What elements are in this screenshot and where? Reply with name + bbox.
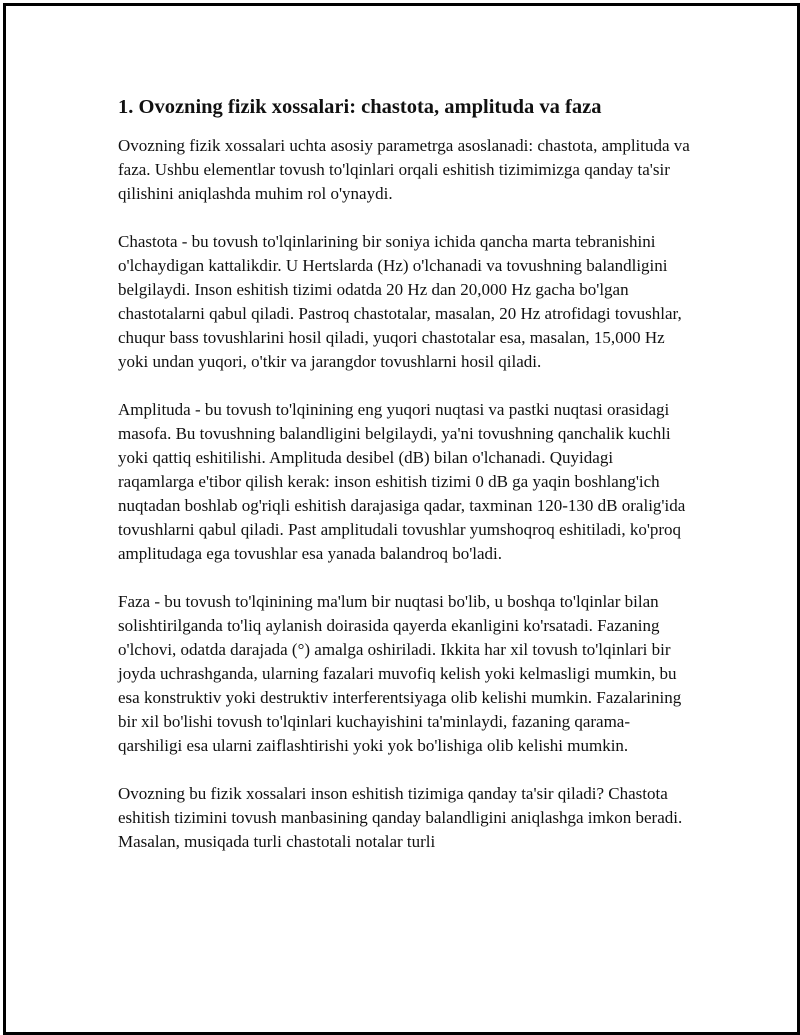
paragraph-intro: Ovozning fizik xossalari uchta asosiy parametrga asoslanadi: chastota, amplituda va faza. Ushbu elementlar tovush to'lqinlari orqali eshitish tizimimizga qanday ta'sir qilishini aniqlashda muhim rol o'ynaydi.: [118, 136, 690, 203]
paragraph-phase: Faza - bu tovush to'lqinining ma'lum bir nuqtasi bo'lib, u boshqa to'lqinlar bilan solishtirilganda to'liq aylanish doirasida qayerda ekanligini ko'rsatadi. Fazaning o'lchovi, odatda darajada (°) amalga oshiriladi. Ikkita har xil tovush to'lqinlari bir joyda uchrashganda, ularning fazalari muvofiq kelish yoki kelmasligi mumkin, bu esa konstruktiv yoki destruktiv interferentsiyaga olib kelishi mumkin. Fazalarining bir xil bo'lishi tovush to'lqinlari kuchayishini ta'minlaydi, fazaning qarama-qarshiligi esa ularni zaiflashtirishi yoki yok bo'lishiga olib kelishi mumkin.: [118, 592, 682, 755]
document-page: [118, 92, 693, 878]
paragraph-frequency: Chastota - bu tovush to'lqinlarining bir soniya ichida qancha marta tebranishini o'lchaydigan kattalikdir. U Hertslarda (Hz) o'lchanadi va tovushning balandligini belgilaydi. Inson eshitish tizimi odatda 20 Hz dan 20,000 Hz gacha bo'lgan chastotalarni qabul qiladi. Pastroq chastotalar, masalan, 20 Hz atrofidagi tovushlar, chuqur bass tovushlarini hosil qiladi, yuqori chastotalar esa, masalan, 15,000 Hz yoki undan yuqori, o'tkir va jarangdor tovushlarni hosil qiladi.: [118, 232, 682, 371]
section-heading: 1. Ovozning fizik xossalari: chastota, amplituda va faza: [118, 96, 602, 118]
paragraph-amplitude: Amplituda - bu tovush to'lqinining eng yuqori nuqtasi va pastki nuqtasi orasidagi masofa. Bu tovushning balandligini belgilaydi, ya'ni tovushning qanchalik kuchli yoki qattiq eshitilishi. Amplituda desibel (dB) bilan o'lchanadi. Quyidagi raqamlarga e'tibor qilish kerak: inson eshitish tizimi 0 dB ga yaqin boshlang'ich nuqtadan boshlab og'riqli eshitish darajasiga qadar, taxminan 120-130 dB oralig'ida tovushlarni qabul qiladi. Past amplitudali tovushlar yumshoqroq eshitiladi, ko'proq amplitudaga ega tovushlar esa yanada balandroq bo'ladi.: [118, 400, 686, 563]
paragraph-effect: Ovozning bu fizik xossalari inson eshitish tizimiga qanday ta'sir qiladi? Chastota eshitish tizimini tovush manbasining qanday balandligini aniqlashga imkon beradi. Masalan, musiqada turli chastotali notalar turli: [118, 784, 683, 851]
